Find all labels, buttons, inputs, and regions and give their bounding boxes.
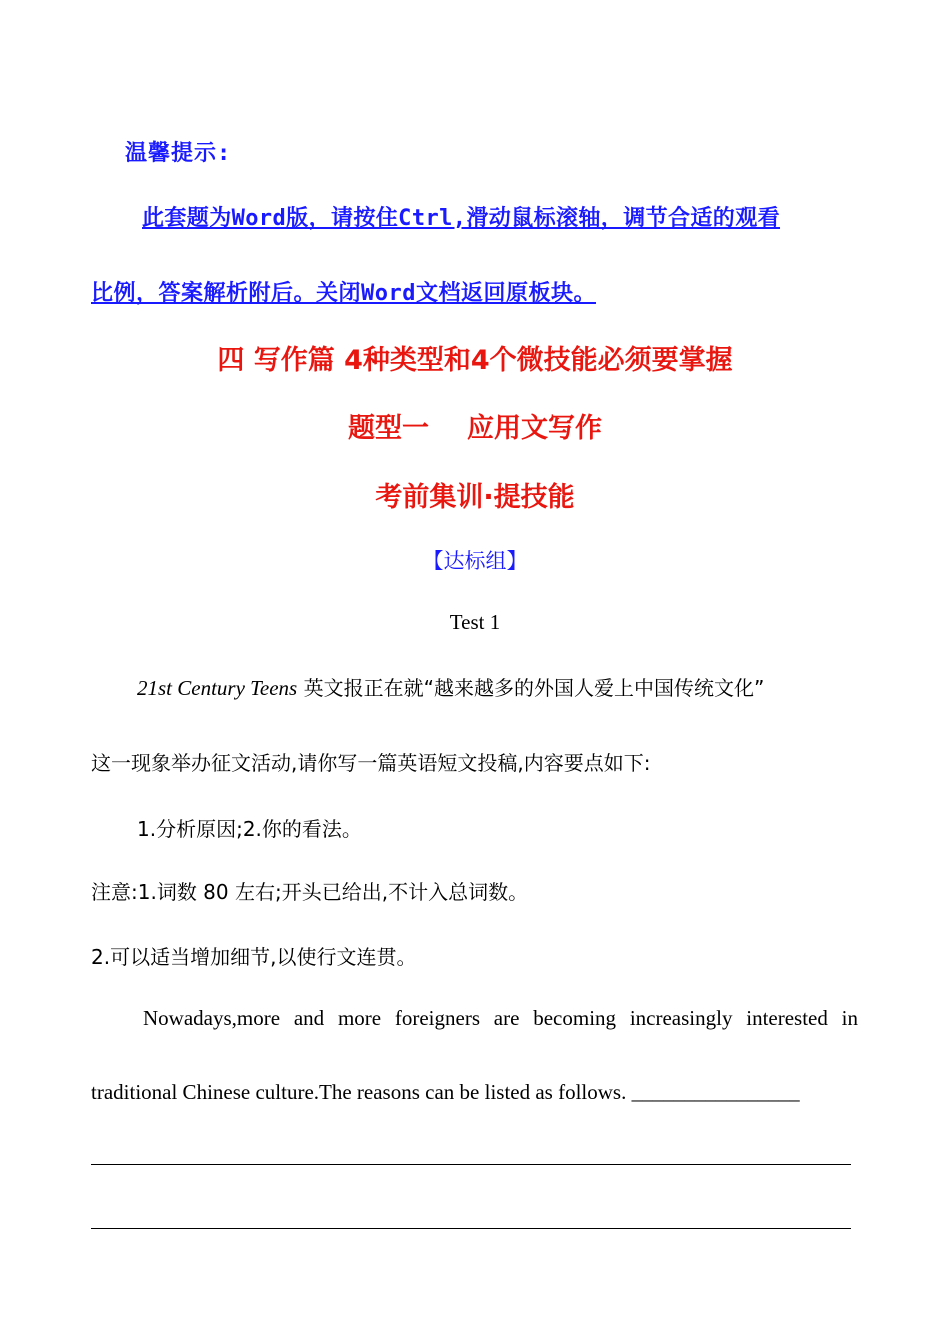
test-title: Test 1 (449, 610, 501, 634)
page-title: 四 写作篇 4种类型和4个微技能必须要掌握 (217, 345, 733, 376)
answer-word: becoming (533, 1006, 617, 1030)
answer-word: foreigners (394, 1006, 481, 1030)
answer-word: Nowadays,more (143, 1006, 281, 1030)
answer-word: are (493, 1006, 520, 1030)
section-heading: 考前集训·提技能 (375, 482, 575, 513)
answer-blank-line[interactable] (91, 1164, 851, 1165)
prompt-line-1 (137, 672, 764, 701)
note-line-2: 2.可以适当增加细节,以使行文连贯。 (91, 945, 417, 969)
answer-first-line (91, 1006, 858, 1031)
prompt-line-2: 这一现象举办征文活动,请你写一篇英语短文投稿,内容要点如下: (91, 751, 651, 775)
answer-word: increasingly (629, 1006, 733, 1030)
subtitle-name: 应用文写作 (467, 413, 602, 444)
answer-word: interested (746, 1006, 828, 1030)
prompt-line-1-rest: 英文报正在就“越来越多的外国人爱上中国传统文化” (297, 676, 765, 700)
answer-second-line: traditional Chinese culture.The reasons can be listed as follows. ________________ (91, 1080, 800, 1104)
answer-word: in (841, 1006, 858, 1030)
answer-blank-line[interactable] (91, 1228, 851, 1229)
group-label: 【达标组】 (422, 549, 528, 573)
subtitle-type: 题型一 (348, 413, 429, 444)
answer-word: more (337, 1006, 382, 1030)
tip-title: 温馨提示: (125, 141, 232, 166)
section-subtitle (0, 406, 950, 445)
prompt-points: 1.分析原因;2.你的看法。 (137, 817, 362, 841)
note-line-1: 注意:1.词数 80 左右;开头已给出,不计入总词数。 (91, 880, 529, 904)
tip-instruction-line-2[interactable]: 比例，答案解析附后。关闭Word文档返回原板块。 (91, 281, 596, 306)
tip-instruction-line-1[interactable]: 此套题为Word版，请按住Ctrl,滑动鼠标滚轴，调节合适的观看 (142, 206, 781, 231)
answer-word: and (293, 1006, 325, 1030)
newspaper-name: 21st Century Teens (137, 676, 298, 700)
